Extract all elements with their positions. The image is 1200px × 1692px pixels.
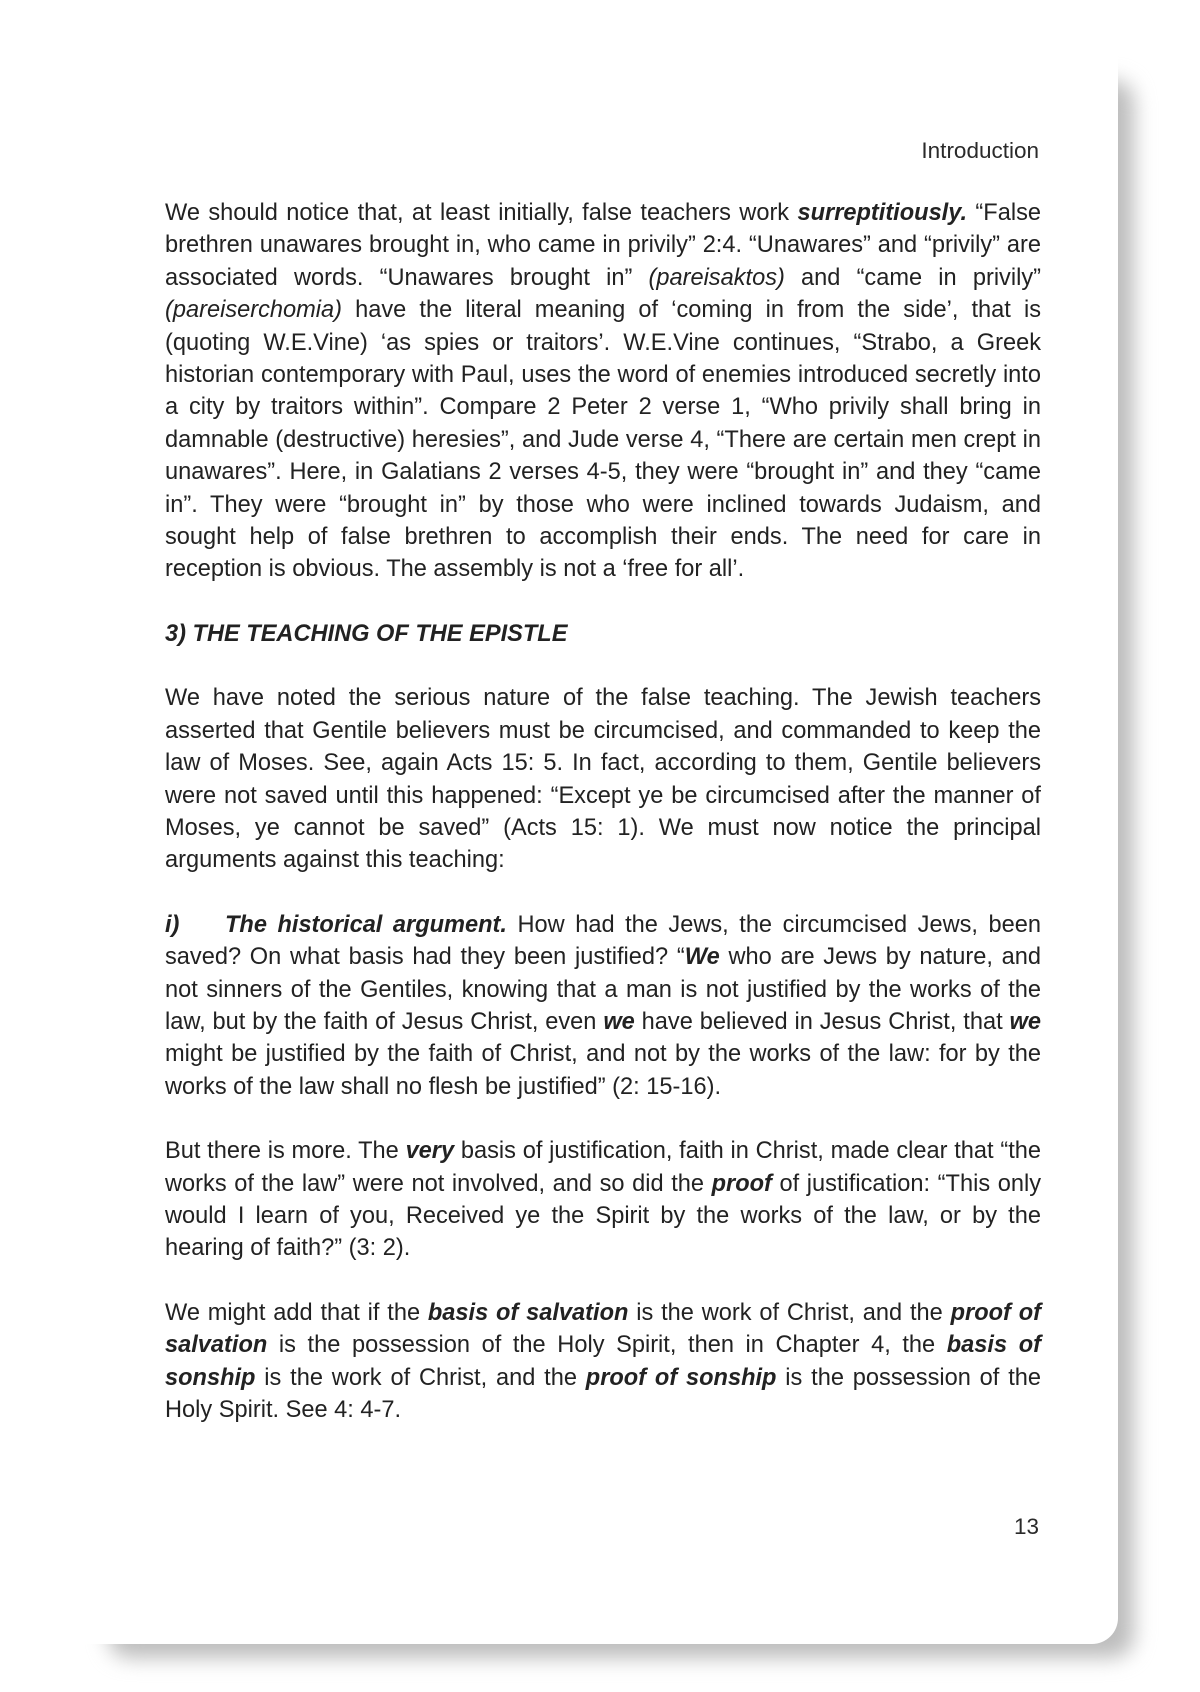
text-run: have the literal meaning of ‘coming in from the side’, that is (quoting W.E.Vine) ‘as spies or traitors’. W.E.Vine continues, “Strabo, a Greek historian contemporary with Paul, uses the word of enemies introduced secretly into a city by traitors within”. Compare 2 Peter 2 verse 1, “Who privily shall bring in damnable (destructive) heresies”, and Jude verse 4, “There are certain men crept in unawares”. Here, in Galatians 2 verses 4-5, they were “brought in” and they “came in”. They were “brought in” by those who were inclined towards Judaism, and sought help of false brethren to accomplish their ends. The need for care in reception is obvious. The assembly is not a ‘free for all’. [165, 297, 1041, 583]
text-run: is the possession of the Holy Spirit, then in Chapter 4, the [267, 1332, 947, 1359]
item-label: i) [165, 911, 180, 938]
text-run: is the work of Christ, and the [255, 1364, 586, 1391]
emphasis: basis of sonship [165, 1332, 1041, 1391]
text-run: basis of justification, faith in Christ, made clear that “the works of the law” were not involved, and so did the [165, 1138, 1042, 1197]
text-run: “False brethren unawares brought in, who came in privily” 2:4. “Unawares” and “privily” are associated words. “Unawares brought in” [165, 200, 1041, 291]
emphasis: we [603, 1008, 635, 1035]
greek-term: (pareisaktos) [648, 264, 785, 291]
emphasis: proof of salvation [165, 1299, 1041, 1359]
text-run: and “came in privily” [784, 264, 1041, 291]
paragraph-more [165, 1135, 1041, 1265]
paragraph-historical-argument [165, 909, 1041, 1103]
greek-term: (pareiserchomia) [165, 297, 343, 324]
emphasis: proof [711, 1170, 772, 1197]
emphasis: proof of sonship [585, 1364, 777, 1391]
text-run: is the possession of the Holy Spirit. See 4: 4-7. [165, 1364, 1041, 1423]
paragraph-false-teachers [165, 197, 1041, 586]
text-run: have believed in Jesus Christ, that [634, 1008, 1010, 1035]
text-run: We should notice that, at least initially, false teachers work [165, 200, 798, 226]
paragraph-teaching: We have noted the serious nature of the false teaching. The Jewish teachers asserted that Gentile believers must be circumcised, and commanded to keep the law of Moses. See, again Acts 15: 5. In fact, according to them, Gentile believers were not saved until this happened: “Except ye be circumcised after the manner of Moses, ye cannot be saved” (Acts 15: 1). We must now notice the principal arguments against this teaching: [165, 685, 1041, 874]
page-body [165, 197, 1041, 1426]
text-run: But there is more. The [165, 1138, 406, 1165]
emphasis: very [405, 1138, 455, 1165]
running-head: Introduction [921, 138, 1039, 163]
text-run: of justification: “This only would I learn of you, Received ye the Spirit by the works of the law, or by the hearing of faith?” (3: 2). [165, 1170, 1041, 1262]
section-heading: 3) THE TEACHING OF THE EPISTLE [165, 620, 568, 647]
emphasis: basis of salvation [427, 1299, 629, 1326]
text-run: who are Jews by nature, and not sinners of the Gentiles, knowing that a man is not justified by the works of the law, but by the faith of Jesus Christ, even [165, 944, 1041, 1035]
paragraph-basis-proof [165, 1297, 1041, 1427]
item-title: The historical argument. [225, 911, 507, 938]
text-run: might be justified by the faith of Christ, and not by the works of the law: for by the works of the law shall no flesh be justified” (2: 15-16). [165, 1041, 1041, 1100]
emphasis: surreptitiously. [797, 200, 968, 226]
emphasis: We [684, 944, 720, 971]
page-number: 13 [1013, 1514, 1039, 1539]
emphasis: we [1009, 1008, 1041, 1035]
text-run: How had the Jews, the circumcised Jews, been saved? On what basis had they been justified? “ [165, 911, 1041, 971]
text-run: We might add that if the [165, 1299, 428, 1326]
text-run: is the work of Christ, and the [628, 1299, 951, 1326]
